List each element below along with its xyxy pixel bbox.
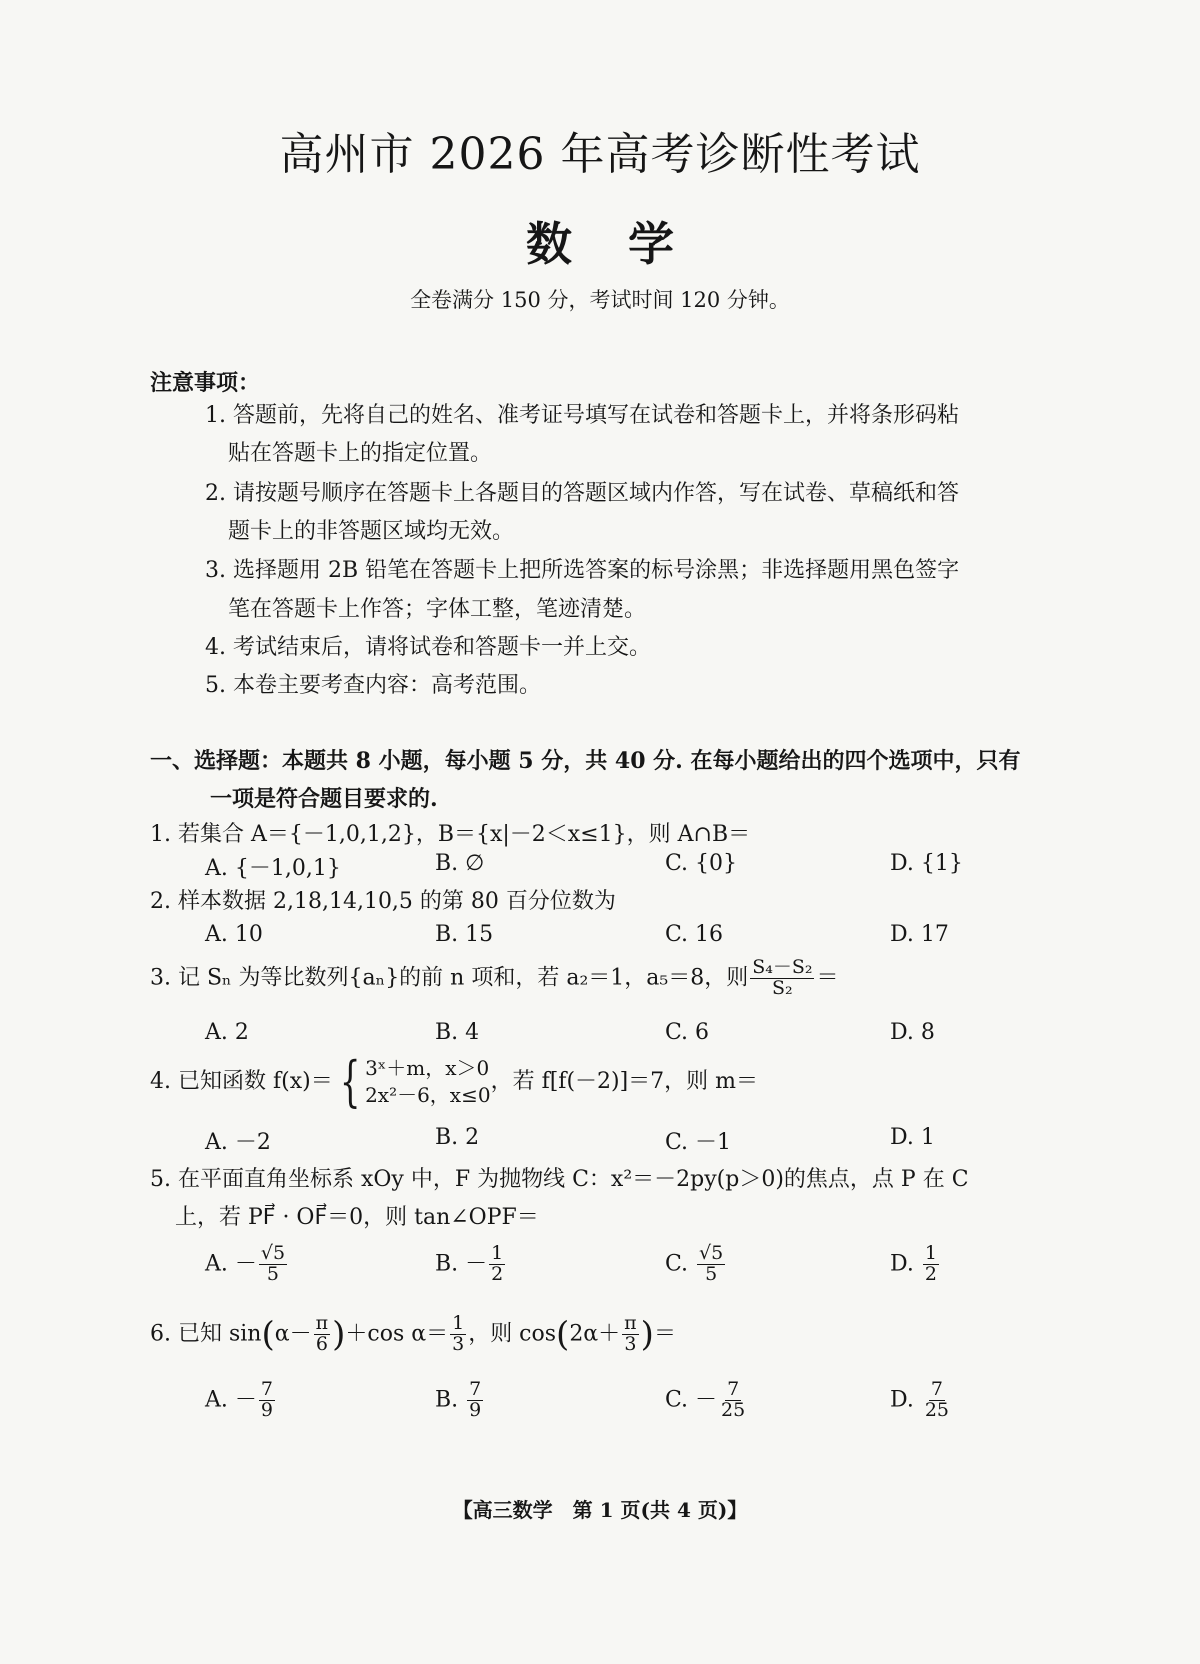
q2-option-b: B. 15 bbox=[435, 922, 494, 947]
q5-option-a: A. － $\frac{√5}{5}$ bbox=[205, 1242, 286, 1285]
question-4-stem bbox=[150, 1050, 759, 1113]
question-1-stem: 1. 若集合 A＝{－1,0,1,2}，B＝{x|－2＜x≤1}，则 A∩B＝ bbox=[150, 822, 751, 847]
question-2-stem: 2. 样本数据 2,18,14,10,5 的第 80 百分位数为 bbox=[150, 889, 616, 914]
q1-option-c: C. {0} bbox=[665, 851, 738, 876]
notice-line: 1. 答题前，先将自己的姓名、准考证号填写在试卷和答题卡上，并将条形码粘 bbox=[205, 403, 959, 428]
q3-option-b: B. 4 bbox=[435, 1020, 480, 1045]
notice-line: 贴在答题卡上的指定位置。 bbox=[228, 441, 493, 466]
notice-line: 5. 本卷主要考查内容：高考范围。 bbox=[205, 673, 541, 698]
q1-option-b: B. ∅ bbox=[435, 851, 485, 876]
q5-option-d: D. $\frac{1}{2}$ bbox=[890, 1242, 937, 1285]
q6-option-a: A. － $\frac{7}{9}$ bbox=[205, 1378, 273, 1421]
q3-fraction bbox=[750, 958, 814, 999]
question-5-stem-cont: 上，若 PF⃗ · OF⃗＝0，则 tan∠OPF＝ bbox=[175, 1205, 539, 1230]
q4-option-c: C. －1 bbox=[665, 1130, 732, 1155]
notice-line: 4. 考试结束后，请将试卷和答题卡一并上交。 bbox=[205, 635, 651, 660]
q2-option-d: D. 17 bbox=[890, 922, 949, 947]
notice-line: 3. 选择题用 2B 铅笔在答题卡上把所选答案的标号涂黑；非选择题用黑色签字 bbox=[205, 558, 960, 583]
exam-title: 高州市 2026 年高考诊断性考试 bbox=[279, 129, 921, 180]
q3-frac-den: S₂ bbox=[772, 976, 793, 999]
question-5-stem: 5. 在平面直角坐标系 xOy 中，F 为抛物线 C：x²＝－2py(p＞0)的焦点，点 P 在 C bbox=[150, 1167, 969, 1192]
q4-case-1: 3ˣ＋m，x＞0 bbox=[365, 1056, 490, 1080]
q3-frac-num: S₄－S₂ bbox=[752, 956, 813, 978]
notice-heading: 注意事项： bbox=[150, 370, 261, 396]
notice-line: 题卡上的非答题区域均无效。 bbox=[228, 519, 515, 544]
exam-info: 全卷满分 150 分，考试时间 120 分钟。 bbox=[410, 288, 790, 312]
section-heading-cont: 一项是符合题目要求的. bbox=[210, 786, 438, 812]
q6-option-d: D. $\frac{7}{25}$ bbox=[890, 1378, 950, 1421]
q4-stem-b: ，若 f[f(－2)]＝7，则 m＝ bbox=[490, 1069, 759, 1094]
q5-option-c: C. $\frac{√5}{5}$ bbox=[665, 1242, 724, 1285]
page-footer: 【高三数学 第 1 页(共 4 页)】 bbox=[452, 1498, 748, 1522]
q4-option-d: D. 1 bbox=[890, 1125, 935, 1150]
q3-equals: ＝ bbox=[816, 965, 839, 991]
q4-option-a: A. －2 bbox=[205, 1130, 271, 1155]
q3-stem-text: 3. 记 Sₙ 为等比数列{aₙ}的前 n 项和，若 a₂＝1，a₅＝8，则 bbox=[150, 965, 749, 991]
notice-line: 笔在答题卡上作答；字体工整，笔迹清楚。 bbox=[228, 597, 647, 622]
question-3-stem bbox=[150, 958, 839, 999]
q5-option-b: B. － $\frac{1}{2}$ bbox=[435, 1242, 504, 1285]
subject-title: 数学 bbox=[526, 217, 730, 271]
left-brace-icon: { bbox=[339, 1050, 361, 1113]
q2-option-c: C. 16 bbox=[665, 922, 724, 947]
q2-option-a: A. 10 bbox=[205, 922, 263, 947]
piecewise-function bbox=[333, 1050, 491, 1113]
q4-option-b: B. 2 bbox=[435, 1125, 480, 1150]
q3-option-a: A. 2 bbox=[205, 1020, 249, 1045]
q4-stem-a: 4. 已知函数 f(x)＝ bbox=[150, 1069, 333, 1094]
section-heading: 一、选择题：本题共 8 小题，每小题 5 分，共 40 分. 在每小题给出的四个选项中，只有 bbox=[150, 748, 1021, 774]
q1-option-d: D. {1} bbox=[890, 851, 963, 876]
notice-line: 2. 请按题号顺序在答题卡上各题目的答题区域内作答，写在试卷、草稿纸和答 bbox=[205, 481, 959, 506]
q6-option-b: B. $\frac{7}{9}$ bbox=[435, 1378, 482, 1421]
q1-option-a: A. {－1,0,1} bbox=[205, 856, 341, 881]
q4-case-2: 2x²－6，x≤0 bbox=[365, 1083, 491, 1107]
question-6-stem: 6. 已知 sin(α－ $\frac{\pi}{6}$ )＋cos α＝ $\frac{1}{3}$ ，则 cos(2α＋ $\frac{\pi}{3}$ )＝ bbox=[150, 1312, 676, 1355]
q3-option-c: C. 6 bbox=[665, 1020, 710, 1045]
q6-option-c: C. － $\frac{7}{25}$ bbox=[665, 1378, 746, 1421]
q3-option-d: D. 8 bbox=[890, 1020, 935, 1045]
